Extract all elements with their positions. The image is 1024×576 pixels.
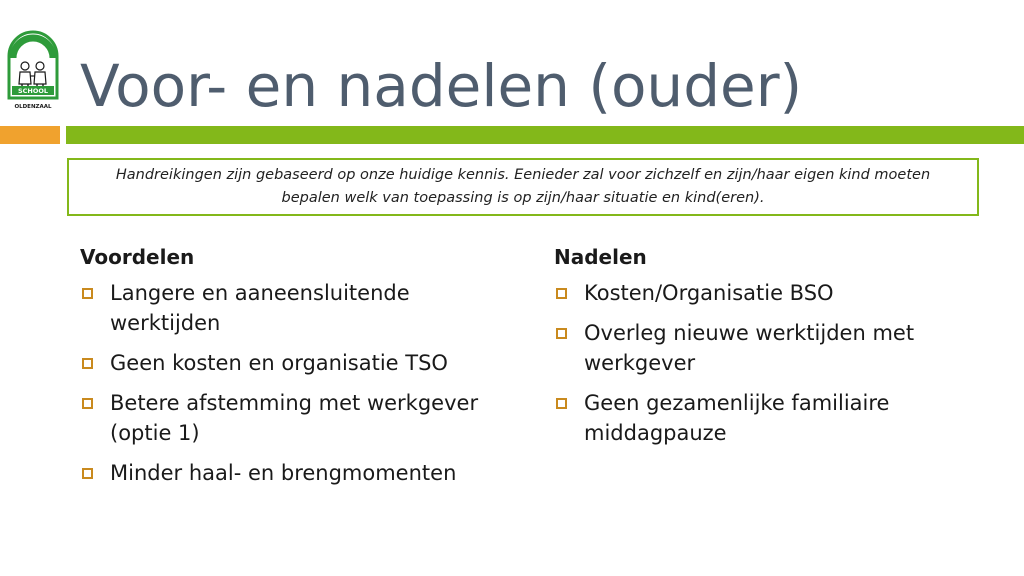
list-item-text: Kosten/Organisatie BSO xyxy=(584,281,834,305)
voordelen-list xyxy=(80,278,500,488)
school-logo xyxy=(3,28,63,120)
accent-bar-orange xyxy=(0,126,60,144)
list-item xyxy=(554,318,984,378)
voordelen-column xyxy=(80,240,500,498)
square-bullet-icon xyxy=(556,328,567,339)
square-bullet-icon xyxy=(82,358,93,369)
list-item-text: Minder haal- en brengmomenten xyxy=(110,461,457,485)
page-title: Voor- en nadelen (ouder) xyxy=(80,52,803,120)
list-item-text: Geen gezamenlijke familiaire middagpauze xyxy=(584,391,890,445)
list-item xyxy=(80,278,500,338)
nadelen-heading: Nadelen xyxy=(554,245,647,269)
logo-school-text: SCHOOL xyxy=(17,87,49,95)
logo-city-text: OLDENZAAL xyxy=(14,104,52,110)
disclaimer-box xyxy=(67,158,979,216)
voordelen-heading: Voordelen xyxy=(80,245,195,269)
list-item xyxy=(554,388,984,448)
square-bullet-icon xyxy=(82,398,93,409)
list-item xyxy=(80,458,500,488)
list-item-text: Betere afstemming met werkgever (optie 1) xyxy=(110,391,479,445)
nadelen-column xyxy=(554,240,984,458)
nadelen-list xyxy=(554,278,984,448)
accent-bar-green xyxy=(66,126,1024,144)
square-bullet-icon xyxy=(556,288,567,299)
list-item-text: Langere en aaneensluitende werktijden xyxy=(110,281,410,335)
list-item xyxy=(80,348,500,378)
square-bullet-icon xyxy=(556,398,567,409)
list-item-text: Overleg nieuwe werktijden met werkgever xyxy=(584,321,915,375)
square-bullet-icon xyxy=(82,288,93,299)
disclaimer-text: Handreikingen zijn gebaseerd op onze huidige kennis. Eenieder zal voor zichzelf en zijn/haar eigen kind moeten bepalen welk van toepassing is op zijn/haar situatie en kind(eren). xyxy=(115,167,931,206)
list-item xyxy=(80,388,500,448)
square-bullet-icon xyxy=(82,468,93,479)
list-item xyxy=(554,278,984,308)
list-item-text: Geen kosten en organisatie TSO xyxy=(110,351,448,375)
